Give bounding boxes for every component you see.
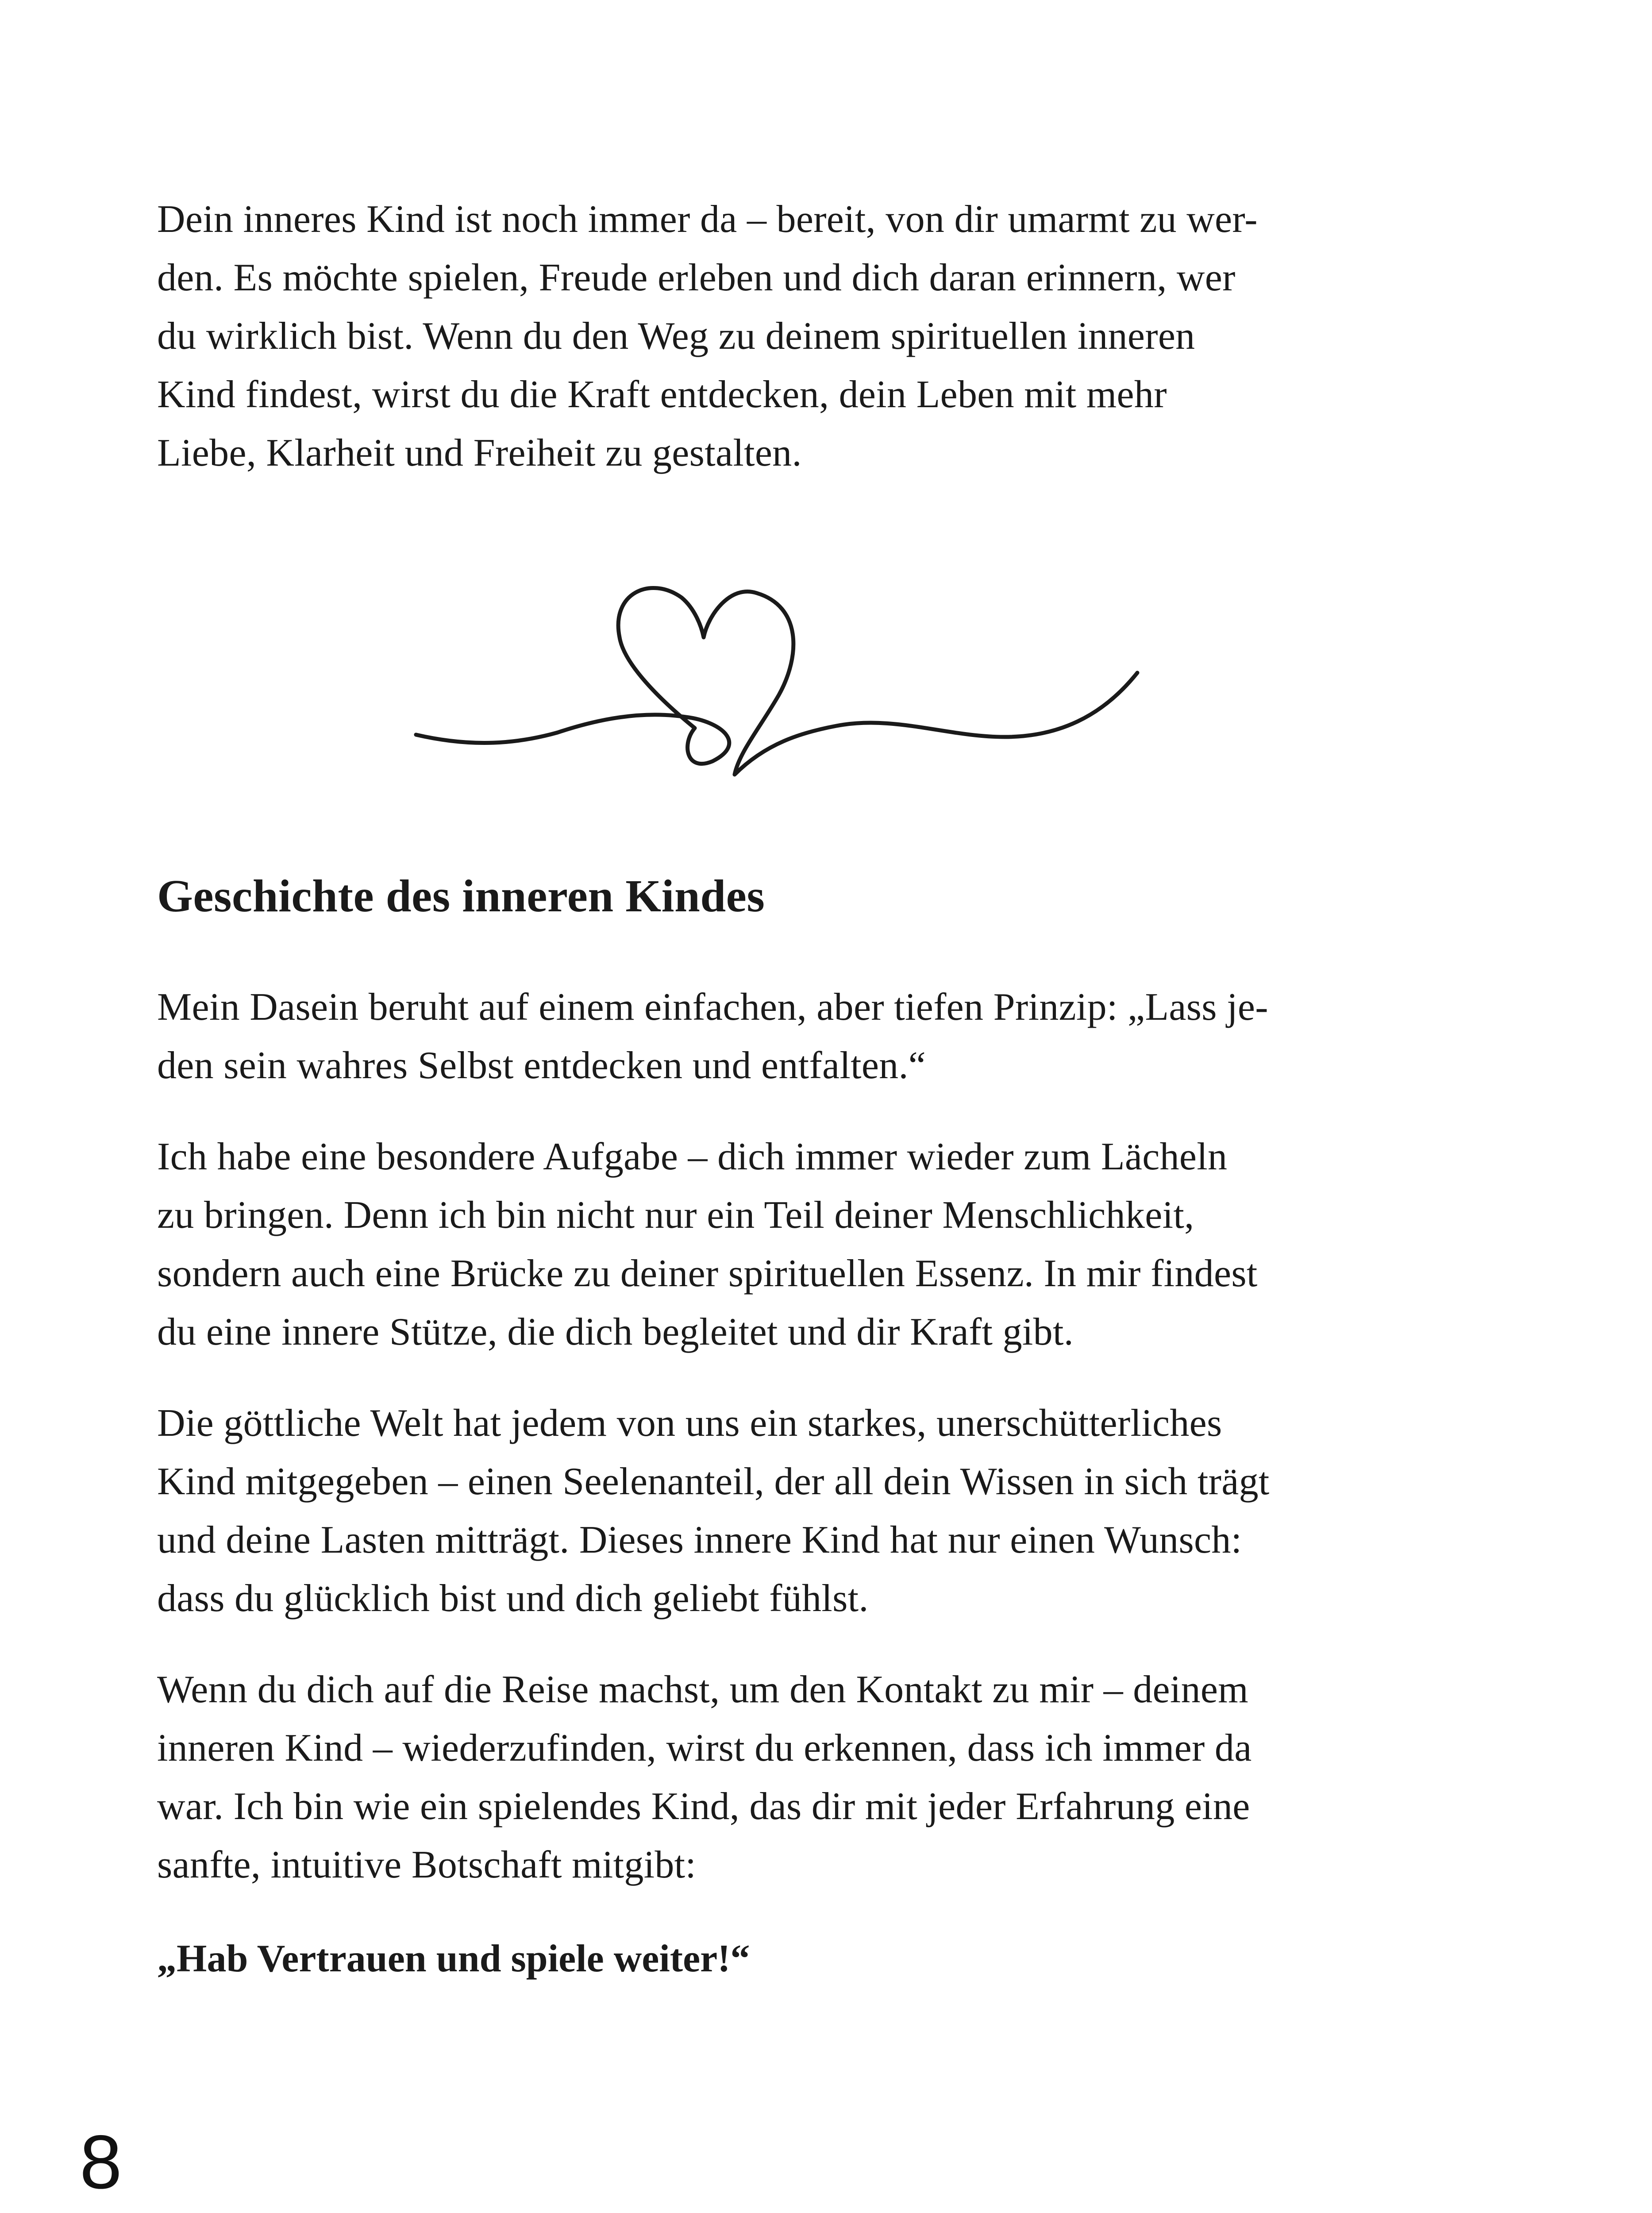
closing-quote: „Hab Vertrauen und spiele weiter!“	[157, 1937, 750, 1980]
page-number: 8	[80, 2120, 122, 2205]
section-body	[157, 978, 1432, 1927]
body-paragraph: Die göttliche Welt hat jedem von uns ein starkes, unerschütterliches Kind mitgegeben – einen Seelenanteil, der all dein Wissen in sich trägt und deine Lasten mitträgt. Dieses innere Kind hat nur einen Wunsch: dass du glücklich bist und dich geliebt fühlst.	[157, 1402, 1270, 1620]
heart-line-icon	[412, 567, 1164, 797]
body-paragraph: Wenn du dich auf die Reise machst, um den Kontakt zu mir – deinem inneren Kind – wiederzufinden, wirst du erkennen, dass ich immer da war. Ich bin wie ein spielendes Kind, das dir mit jeder Erfahrung eine sanfte, intuitive Botschaft mitgibt:	[157, 1668, 1252, 1886]
body-paragraph: Ich habe eine besondere Aufgabe – dich immer wieder zum Lächeln zu bringen. Denn ich bin nicht nur ein Teil deiner Menschlichkeit, sondern auch eine Brücke zu deiner spirituellen Essenz. In mir findest du eine innere Stütze, die dich begleitet und dir Kraft gibt.	[157, 1135, 1258, 1353]
body-paragraph: Mein Dasein beruht auf einem einfachen, aber tiefen Prinzip: „Lass je- den sein wahres Selbst entdecken und entfalten.“	[157, 986, 1268, 1087]
heart-line-stroke	[416, 588, 1137, 775]
intro-paragraph: Dein inneres Kind ist noch immer da – bereit, von dir umarmt zu wer- den. Es möchte spielen, Freude erleben und dich daran erinnern, wer du wirklich bist. Wenn du den Weg zu deinem spirituellen inneren Kind findest, wirst du die Kraft entdecken, dein Leben mit mehr Liebe, Klarheit und Freiheit zu gestalten.	[157, 198, 1258, 474]
section-heading: Geschichte des inneren Kindes	[157, 871, 765, 921]
intro-block	[157, 190, 1432, 482]
